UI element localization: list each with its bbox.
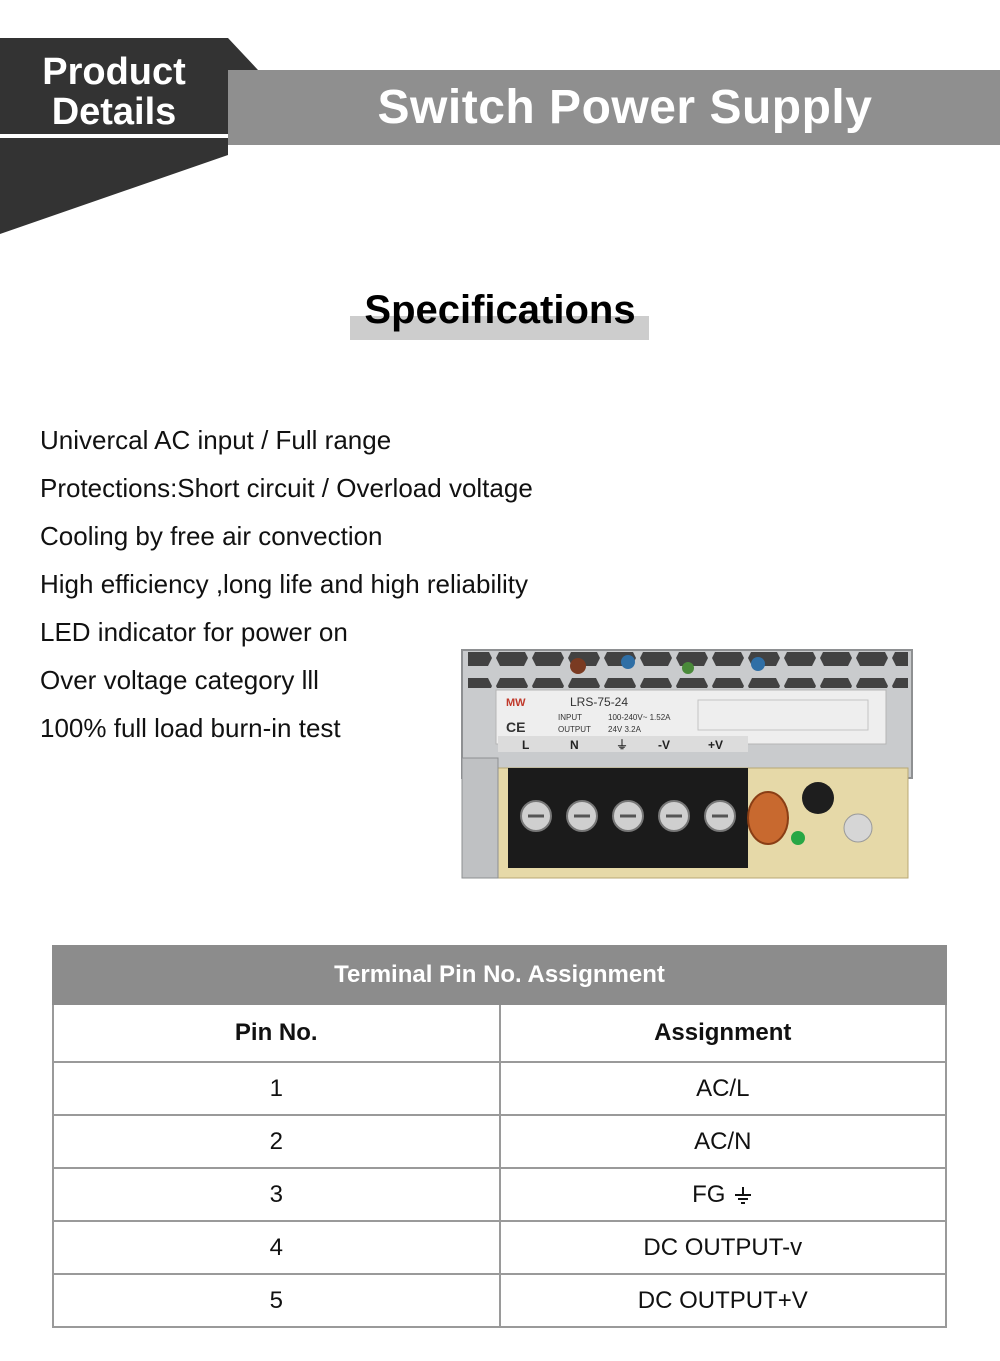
pin-cell: 4: [53, 1221, 500, 1274]
input-value: 100-240V~ 1.52A: [608, 713, 671, 722]
assignment-text: FG: [692, 1180, 726, 1208]
feature-item: LED indicator for power on: [40, 617, 348, 647]
terminal-label: N: [570, 738, 579, 752]
terminal-label: ⏚: [616, 738, 629, 752]
svg-text:CE: CE: [506, 719, 526, 735]
assignment-cell: AC/N: [500, 1115, 947, 1168]
assignment-cell: DC OUTPUT+V: [500, 1274, 947, 1327]
feature-item: Over voltage category lll: [40, 665, 319, 695]
pin-assignment-table: [52, 945, 947, 1328]
terminal-label: -V: [658, 738, 670, 752]
feature-item: Cooling by free air convection: [40, 521, 383, 551]
table-row: [53, 1115, 946, 1168]
pin-cell: 1: [53, 1062, 500, 1115]
feature-item: Protections:Short circuit / Overload voltage: [40, 473, 533, 503]
feature-item: 100% full load burn-in test: [40, 713, 341, 743]
model-label: LRS-75-24: [570, 695, 629, 709]
table-row: [53, 1168, 946, 1221]
terminal-label: L: [522, 738, 530, 752]
column-header-pin: Pin No.: [53, 1004, 500, 1062]
badge-line-2: Details: [51, 91, 177, 133]
assignment-cell: AC/L: [500, 1062, 947, 1115]
terminal-label: +V: [708, 738, 724, 752]
pin-cell: 3: [53, 1168, 500, 1221]
table-row: [53, 1221, 946, 1274]
page-title: Switch Power Supply: [377, 81, 873, 134]
assignment-cell: DC OUTPUT-v: [500, 1221, 947, 1274]
badge-line-1: Product: [42, 51, 186, 93]
brand-mark: MW: [506, 697, 526, 709]
table-row: [53, 1062, 946, 1115]
table-caption: Terminal Pin No. Assignment: [53, 946, 946, 1004]
input-label: INPUT: [558, 713, 582, 722]
feature-item: High efficiency ,long life and high reliability: [40, 569, 529, 599]
output-label: OUTPUT: [558, 725, 591, 734]
pin-cell: 5: [53, 1274, 500, 1327]
pin-cell: 2: [53, 1115, 500, 1168]
table-row: [53, 1274, 946, 1327]
assignment-cell-fg: [500, 1168, 947, 1221]
power-supply-unit-icon: [458, 648, 920, 884]
ground-symbol-icon: [733, 1185, 753, 1205]
feature-item: Univercal AC input / Full range: [40, 425, 392, 455]
spec-heading: Specifications: [364, 288, 636, 332]
column-header-assignment: Assignment: [500, 1004, 947, 1062]
output-value: 24V 3.2A: [608, 725, 641, 734]
badge-text: [0, 52, 228, 132]
